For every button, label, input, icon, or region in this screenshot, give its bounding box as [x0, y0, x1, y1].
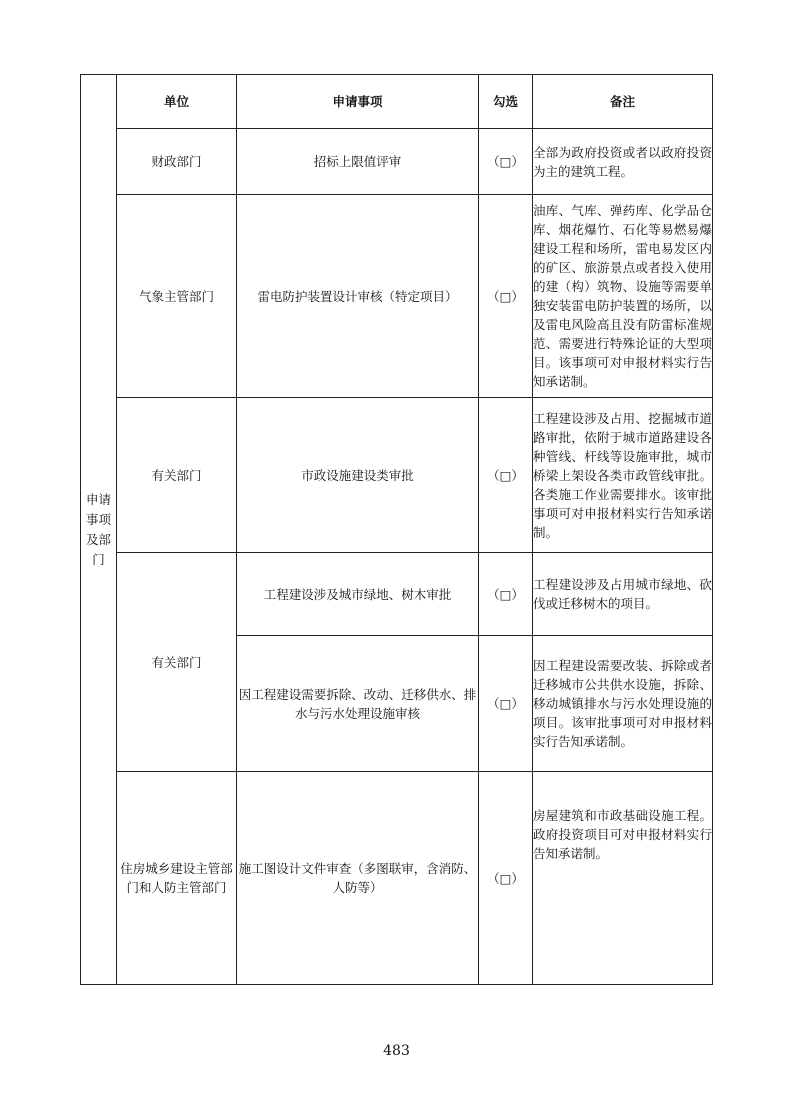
group-label: 申请事项及部门 [85, 491, 111, 567]
page-number: 483 [383, 1043, 410, 1059]
row-checkbox[interactable]: （□） [479, 195, 533, 398]
row-item: 施工图设计文件审查（多图联审，含消防、人防等） [237, 772, 479, 985]
table-row [81, 129, 713, 195]
row-note: 油库、气库、弹药库、化学品仓库、烟花爆竹、石化等易燃易爆建设工程和场所，雷电易发区内的矿区、旅游景点或者投入使用的建（构）筑物、设施等需要单独安装雷电防护装置的场所，以及雷电风险高且没有防雷标准规范、需要进行特殊论证的大型项目。该事项可对申报材料实行告知承诺制。 [533, 195, 713, 398]
row-checkbox[interactable]: （□） [479, 636, 533, 772]
header-check: 勾选 [479, 75, 533, 129]
table-row [81, 195, 713, 398]
group-label-cell [81, 75, 117, 985]
header-note: 备注 [533, 75, 713, 129]
row-unit: 财政部门 [117, 129, 237, 195]
table-row [81, 772, 713, 985]
application-items-table [80, 74, 713, 985]
row-note: 因工程建设需要改装、拆除或者迁移城市公共供水设施，拆除、移动城镇排水与污水处理设施的项目。该审批事项可对申报材料实行告知承诺制。 [533, 636, 713, 772]
row-checkbox[interactable]: （□） [479, 772, 533, 985]
row-unit: 气象主管部门 [117, 195, 237, 398]
row-note: 房屋建筑和市政基础设施工程。政府投资项目可对申报材料实行告知承诺制。 [533, 772, 713, 985]
row-note: 工程建设涉及占用、挖掘城市道路审批，依附于城市道路建设各种管线、杆线等设施审批，城市桥梁上架设各类市政管线审批。各类施工作业需要排水。该审批事项可对申报材料实行告知承诺制。 [533, 398, 713, 553]
table-row [81, 398, 713, 553]
row-checkbox[interactable]: （□） [479, 129, 533, 195]
row-item: 市政设施建设类审批 [237, 398, 479, 553]
row-item: 招标上限值评审 [237, 129, 479, 195]
header-unit: 单位 [117, 75, 237, 129]
row-checkbox[interactable]: （□） [479, 553, 533, 636]
header-row [81, 75, 713, 129]
header-item: 申请事项 [237, 75, 479, 129]
row-item: 雷电防护装置设计审核（特定项目） [237, 195, 479, 398]
row-checkbox[interactable]: （□） [479, 398, 533, 553]
row-unit: 有关部门 [117, 553, 237, 772]
row-unit: 住房城乡建设主管部门和人防主管部门 [117, 772, 237, 985]
row-item: 工程建设涉及城市绿地、树木审批 [237, 553, 479, 636]
row-note: 工程建设涉及占用城市绿地、砍伐或迁移树木的项目。 [533, 553, 713, 636]
row-item: 因工程建设需要拆除、改动、迁移供水、排水与污水处理设施审核 [237, 636, 479, 772]
row-note: 全部为政府投资或者以政府投资为主的建筑工程。 [533, 129, 713, 195]
table-row [81, 553, 713, 636]
row-unit: 有关部门 [117, 398, 237, 553]
